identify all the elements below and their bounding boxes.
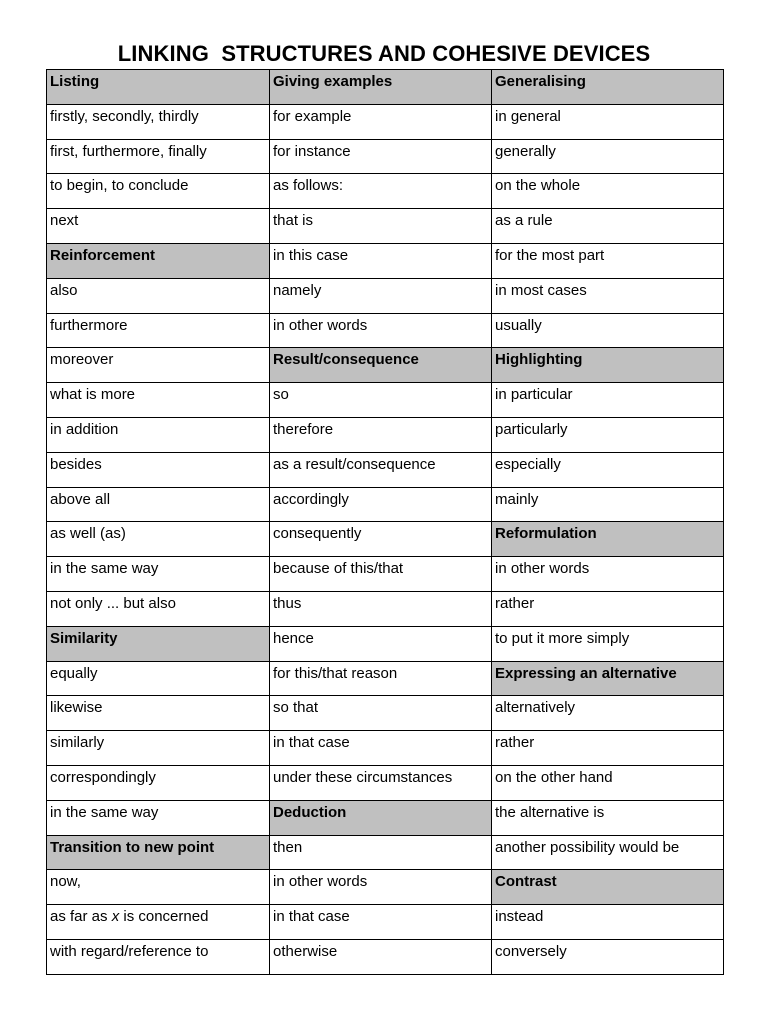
category-label: Giving examples <box>273 73 393 90</box>
category-header-cell <box>270 70 492 105</box>
table-row <box>47 731 724 766</box>
table-row <box>47 905 724 940</box>
table-row <box>47 243 724 278</box>
table-cell <box>47 765 270 800</box>
category-header-cell <box>492 870 724 905</box>
phrase-text: in particular <box>495 386 573 404</box>
table-cell <box>270 626 492 661</box>
table-row <box>47 383 724 418</box>
table-cell <box>270 383 492 418</box>
phrase-text: in general <box>495 107 561 125</box>
table-cell <box>47 174 270 209</box>
table-cell <box>47 557 270 592</box>
table-cell <box>492 835 724 870</box>
table-row <box>47 591 724 626</box>
table-cell <box>47 591 270 626</box>
table-cell <box>492 383 724 418</box>
table-row <box>47 348 724 383</box>
table-cell <box>47 383 270 418</box>
table-cell <box>492 313 724 348</box>
table-cell <box>47 696 270 731</box>
table-row <box>47 835 724 870</box>
phrase-text: otherwise <box>273 942 338 960</box>
table-row <box>47 209 724 244</box>
table-row <box>47 626 724 661</box>
phrase-text: the alternative is <box>495 803 605 821</box>
table-cell <box>492 800 724 835</box>
category-header-cell <box>492 661 724 696</box>
phrase-text: correspondingly <box>50 768 156 786</box>
phrase-text: first, furthermore, finally <box>50 142 207 160</box>
category-header-cell <box>270 348 492 383</box>
table-row <box>47 417 724 452</box>
phrase-text: on the other hand <box>495 768 613 786</box>
phrase-text: under these circumstances <box>273 768 453 786</box>
table-row <box>47 696 724 731</box>
table-cell <box>270 731 492 766</box>
table-cell <box>492 557 724 592</box>
category-header-cell <box>492 348 724 383</box>
table-cell <box>492 174 724 209</box>
table-cell <box>492 243 724 278</box>
category-label: Similarity <box>50 629 118 647</box>
phrase-text: on the whole <box>495 177 581 195</box>
table-cell <box>492 731 724 766</box>
phrase-text: because of this/that <box>273 560 404 578</box>
category-label: Reinforcement <box>50 246 156 264</box>
phrase-text: rather <box>495 594 535 612</box>
table-cell <box>492 417 724 452</box>
phrase-text: accordingly <box>273 490 349 508</box>
table-cell <box>270 522 492 557</box>
phrase-text: thus <box>273 594 302 612</box>
category-header-cell <box>492 70 724 105</box>
table-cell <box>270 591 492 626</box>
table-row <box>47 487 724 522</box>
table-cell <box>492 591 724 626</box>
table-cell <box>270 661 492 696</box>
category-label: Generalising <box>495 73 586 90</box>
table-cell <box>270 174 492 209</box>
table-cell <box>270 278 492 313</box>
phrase-text: with regard/reference to <box>50 942 209 960</box>
table-row <box>47 800 724 835</box>
phrase-text: so <box>273 386 289 404</box>
phrase-text: for this/that reason <box>273 664 398 682</box>
table-cell <box>270 313 492 348</box>
table-cell <box>270 209 492 244</box>
phrase-text: equally <box>50 664 98 682</box>
table-row <box>47 452 724 487</box>
category-header-cell <box>492 522 724 557</box>
table-cell <box>492 487 724 522</box>
phrase-text: in other words <box>273 873 368 891</box>
phrase-text: also <box>50 281 78 299</box>
table-cell <box>47 313 270 348</box>
table-row <box>47 557 724 592</box>
table-row <box>47 104 724 139</box>
phrase-text: another possibility would be <box>495 838 680 856</box>
table-cell <box>492 139 724 174</box>
phrase-text: rather <box>495 734 535 752</box>
phrase-text: so that <box>273 699 319 717</box>
phrase-text: in most cases <box>495 281 587 299</box>
table-cell <box>47 939 270 974</box>
table-cell <box>270 696 492 731</box>
phrase-text: as well (as) <box>50 525 126 543</box>
table-cell <box>47 661 270 696</box>
table-cell <box>270 417 492 452</box>
table-cell <box>492 104 724 139</box>
category-label: Expressing an alternative <box>495 664 677 682</box>
page-title: LINKING STRUCTURES AND COHESIVE DEVICES <box>117 41 651 66</box>
phrase-text: mainly <box>495 490 539 508</box>
phrase-text: for example <box>273 107 352 125</box>
table-cell <box>492 278 724 313</box>
phrase-text: in this case <box>273 246 349 264</box>
phrase-text: now, <box>50 873 81 891</box>
phrase-text: likewise <box>50 699 103 717</box>
table-cell <box>47 487 270 522</box>
phrase-text: to begin, to conclude <box>50 177 189 195</box>
phrase-text: in addition <box>50 420 119 438</box>
table-cell <box>270 905 492 940</box>
phrase-text: as far as x is concerned <box>50 908 209 926</box>
table-cell <box>492 939 724 974</box>
phrase-text: especially <box>495 455 561 473</box>
table-row <box>47 70 724 105</box>
category-label: Deduction <box>273 803 347 821</box>
table-cell <box>47 870 270 905</box>
phrase-text: consequently <box>273 525 362 543</box>
phrase-text: in that case <box>273 734 350 752</box>
phrase-text: hence <box>273 629 314 647</box>
table-cell <box>47 348 270 383</box>
table-row <box>47 278 724 313</box>
phrase-text: moreover <box>50 351 114 369</box>
table-cell <box>492 209 724 244</box>
table-cell <box>492 905 724 940</box>
table-cell <box>270 243 492 278</box>
linking-devices-table <box>46 69 724 975</box>
phrase-text: generally <box>495 142 556 160</box>
phrase-text: similarly <box>50 734 105 752</box>
table-cell <box>492 696 724 731</box>
phrase-text: furthermore <box>50 316 128 334</box>
table-cell <box>47 905 270 940</box>
table-cell <box>270 452 492 487</box>
phrase-text: not only ... but also <box>50 594 176 612</box>
table-cell <box>270 487 492 522</box>
table-cell <box>270 835 492 870</box>
phrase-text: usually <box>495 316 542 334</box>
phrase-text: conversely <box>495 942 567 960</box>
phrase-text: for instance <box>273 142 351 160</box>
phrase-text: particularly <box>495 420 568 438</box>
table-row <box>47 870 724 905</box>
phrase-text: in the same way <box>50 803 159 821</box>
category-label: Result/consequence <box>273 351 419 369</box>
phrase-text: for the most part <box>495 246 605 264</box>
table-row <box>47 313 724 348</box>
table-cell <box>47 139 270 174</box>
table-cell <box>270 939 492 974</box>
table-cell <box>270 104 492 139</box>
table-cell <box>47 417 270 452</box>
table-cell <box>270 139 492 174</box>
table-row <box>47 661 724 696</box>
table-cell <box>47 104 270 139</box>
table-cell <box>492 765 724 800</box>
category-header-cell <box>47 626 270 661</box>
phrase-text: firstly, secondly, thirdly <box>50 107 199 125</box>
category-label: Transition to new point <box>50 838 215 856</box>
table-cell <box>270 557 492 592</box>
phrase-text: in other words <box>273 316 368 334</box>
phrase-text: namely <box>273 281 322 299</box>
phrase-text: that is <box>273 212 314 230</box>
category-label: Reformulation <box>495 525 597 543</box>
phrase-text: in that case <box>273 908 350 926</box>
category-label: Contrast <box>495 873 557 891</box>
phrase-text: to put it more simply <box>495 629 630 647</box>
table-row <box>47 939 724 974</box>
table-row <box>47 765 724 800</box>
phrase-text: in other words <box>495 560 590 578</box>
table-cell <box>270 765 492 800</box>
phrase-text: as follows: <box>273 177 344 195</box>
table-cell <box>47 731 270 766</box>
phrase-text: then <box>273 838 303 856</box>
phrase-text: as a result/consequence <box>273 455 436 473</box>
table-row <box>47 174 724 209</box>
category-header-cell <box>47 70 270 105</box>
phrase-text: therefore <box>273 420 334 438</box>
table-cell <box>270 870 492 905</box>
phrase-text: as a rule <box>495 212 553 230</box>
table-cell <box>47 522 270 557</box>
table-cell <box>47 278 270 313</box>
category-header-cell <box>270 800 492 835</box>
table-row <box>47 139 724 174</box>
table-cell <box>492 452 724 487</box>
category-header-cell <box>47 835 270 870</box>
phrase-text: in the same way <box>50 560 159 578</box>
table-cell <box>47 800 270 835</box>
table-cell <box>47 452 270 487</box>
phrase-text: next <box>50 212 79 230</box>
category-header-cell <box>47 243 270 278</box>
phrase-text: what is more <box>50 386 136 404</box>
category-label: Highlighting <box>495 351 583 369</box>
phrase-text: instead <box>495 908 544 926</box>
table-cell <box>492 626 724 661</box>
category-label: Listing <box>50 73 100 90</box>
phrase-text: alternatively <box>495 699 576 717</box>
phrase-text: besides <box>50 455 102 473</box>
table-cell <box>47 209 270 244</box>
table-row <box>47 522 724 557</box>
phrase-text: above all <box>50 490 111 508</box>
